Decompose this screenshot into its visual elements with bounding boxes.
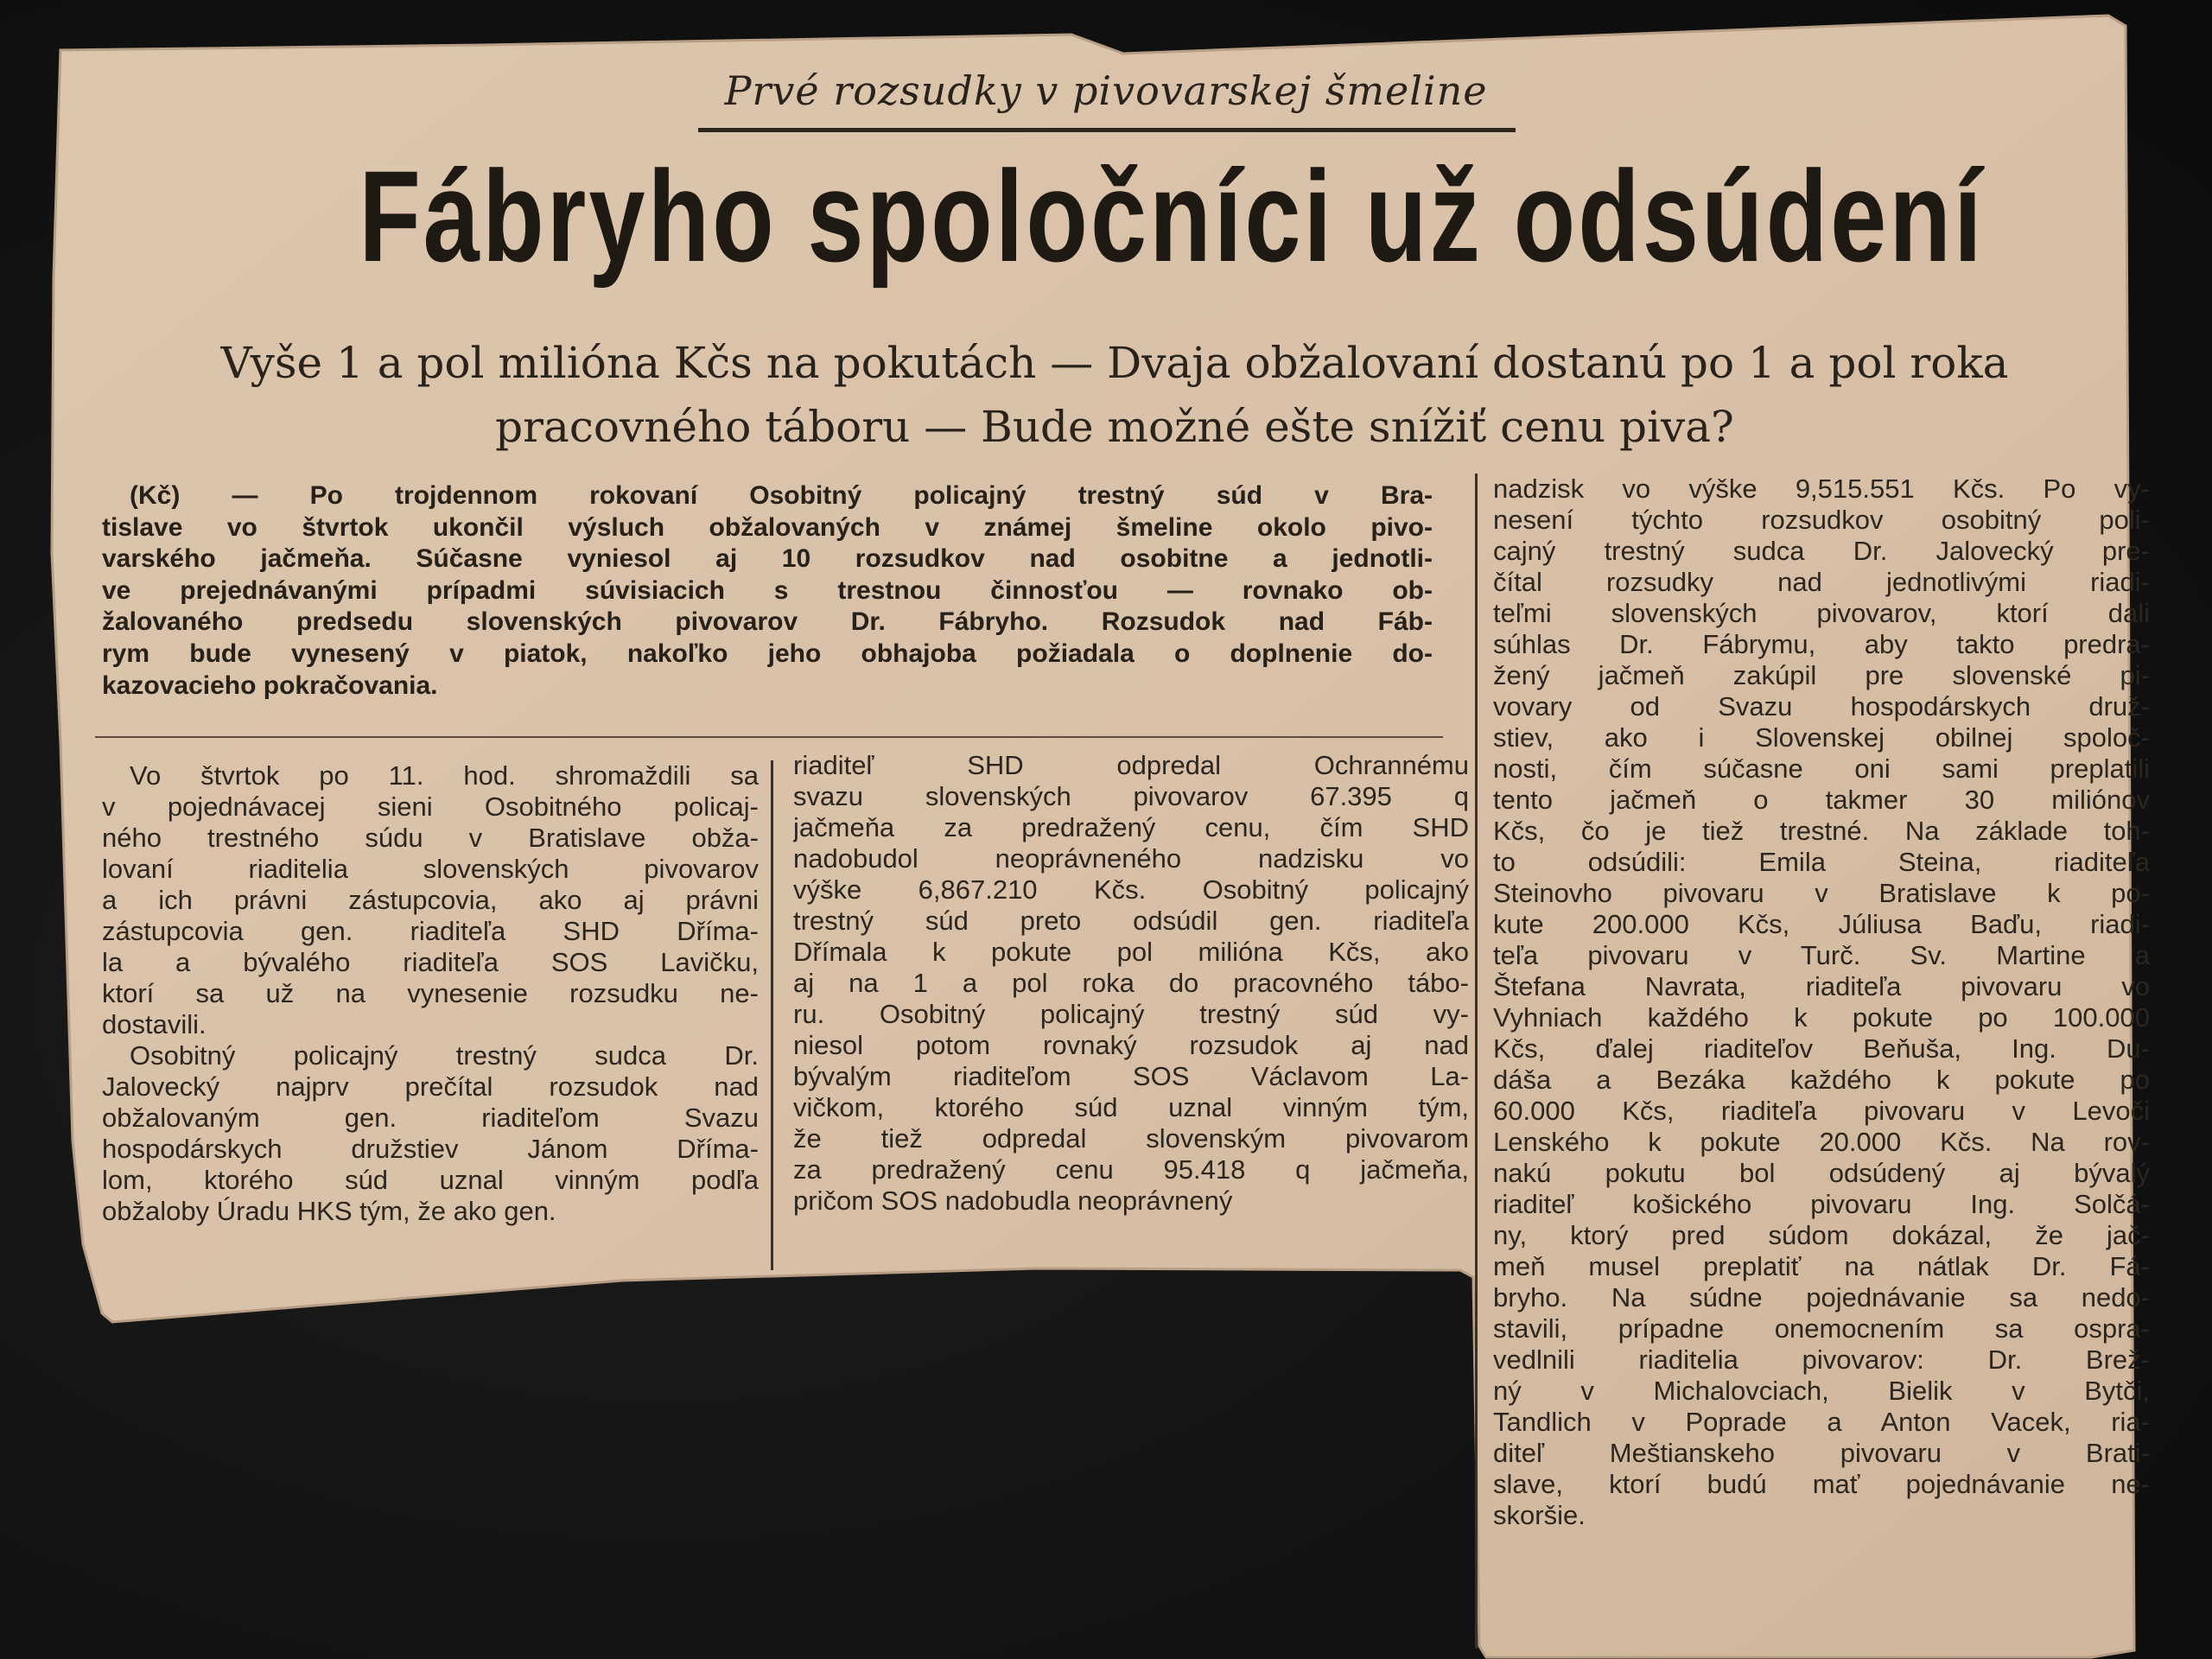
text-line: varského jačmeňa. Súčasne vyniesol aj 10 rozsudkov nad osobitne a jednotli- bbox=[102, 544, 1433, 574]
text-line: teľa pivovaru v Turč. Sv. Martine a bbox=[1493, 940, 2150, 970]
text-line: rym bude vynesený v piatok, nakoľko jeho obhajoba požiadala o doplnenie do- bbox=[102, 639, 1433, 668]
column-left bbox=[102, 760, 759, 1227]
subhead-line-1: Vyše 1 a pol milióna Kčs na pokutách — Dvaja obžalovaní dostanú po 1 a pol roka bbox=[220, 338, 2009, 388]
text-line: meň musel preplatiť na nátlak Dr. Fá- bbox=[1493, 1251, 2150, 1281]
text-line: nosti, čím súčasne oni sami preplatili bbox=[1493, 753, 2150, 784]
text-line: Dřímala k pokute pol milióna Kčs, ako bbox=[793, 937, 1469, 967]
kicker-line: Prvé rozsudky v pivovarskej šmeline bbox=[724, 67, 1488, 114]
text-line: dáša a Bezáka každého k pokute po bbox=[1493, 1065, 2150, 1095]
text-line: žený jačmeň zakúpil pre slovenské pi- bbox=[1493, 660, 2150, 690]
lead-paragraph bbox=[102, 480, 1433, 702]
text-line: Steinovho pivovaru v Bratislave k po- bbox=[1493, 878, 2150, 908]
text-line: tislave vo štvrtok ukončil výsluch obžalovaných v známej šmeline okolo pivo- bbox=[102, 512, 1433, 542]
text-line: ny, ktorý pred súdom dokázal, že jač- bbox=[1493, 1220, 2150, 1250]
text-line: vičkom, ktorého súd uznal vinným tým, bbox=[793, 1092, 1469, 1122]
text-line: teľmi slovenských pivovarov, ktorí dali bbox=[1493, 598, 2150, 628]
kicker-underline bbox=[698, 128, 1516, 132]
subheadline bbox=[121, 331, 2108, 459]
lead-divider bbox=[95, 736, 1443, 738]
text-line: zástupcovia gen. riaditeľa SHD Dříma- bbox=[102, 916, 759, 946]
text-line: riaditeľ košického pivovaru Ing. Solčá- bbox=[1493, 1189, 2150, 1219]
text-line: hospodárskych družstiev Jánom Dříma- bbox=[102, 1134, 759, 1164]
text-line: a ich právni zástupcovia, ako aj právni bbox=[102, 885, 759, 915]
text-line: kute 200.000 Kčs, Júliusa Baďu, riadi- bbox=[1493, 909, 2150, 939]
text-line: žalovaného predsedu slovenských pivovarov Dr. Fábryho. Rozsudok nad Fáb- bbox=[102, 607, 1433, 637]
text-line: tento jačmeň o takmer 30 miliónov bbox=[1493, 785, 2150, 815]
text-line: slave, ktorí budú mať pojednávanie ne- bbox=[1493, 1469, 2150, 1499]
text-line: riaditeľ SHD odpredal Ochrannému bbox=[793, 750, 1469, 780]
text-line: Lenského k pokute 20.000 Kčs. Na rov- bbox=[1493, 1127, 2150, 1157]
text-line: stiev, ako i Slovenskej obilnej spoloč- bbox=[1493, 722, 2150, 753]
text-line: v pojednávacej sieni Osobitného policaj- bbox=[102, 791, 759, 822]
text-line: Vyhniach každého k pokute po 100.000 bbox=[1493, 1002, 2150, 1033]
text-line: nakú pokutu bol odsúdený aj bývalý bbox=[1493, 1158, 2150, 1188]
column-rule-2 bbox=[1475, 474, 1478, 1649]
text-line: ného trestného súdu v Bratislave obža- bbox=[102, 823, 759, 853]
text-line: nadobudol neoprávneného nadzisku vo bbox=[793, 843, 1469, 874]
text-line: niesol potom rovnaký rozsudok aj nad bbox=[793, 1030, 1469, 1060]
text-line: la a bývalého riaditeľa SOS Lavičku, bbox=[102, 947, 759, 977]
text-line: nadzisk vo výške 9,515.551 Kčs. Po vy- bbox=[1493, 474, 2150, 504]
text-line: za predražený cenu 95.418 q jačmeňa, bbox=[793, 1154, 1469, 1185]
text-line: jačmeňa za predražený cenu, čím SHD bbox=[793, 812, 1469, 842]
text-line: nesení týchto rozsudkov osobitný poli- bbox=[1493, 505, 2150, 535]
column-right bbox=[1493, 474, 2150, 1531]
text-line: cajný trestný sudca Dr. Jalovecký pre- bbox=[1493, 536, 2150, 566]
text-line: bryho. Na súdne pojednávanie sa nedo- bbox=[1493, 1282, 2150, 1313]
text-line: Štefana Navrata, riaditeľa pivovaru vo bbox=[1493, 971, 2150, 1001]
text-line: že tiež odpredal slovenským pivovarom bbox=[793, 1123, 1469, 1154]
subhead-line-2: pracovného táboru — Bude možné ešte snížiť cenu piva? bbox=[495, 402, 1734, 452]
text-line: ný v Michalovciach, Bielik v Bytči, bbox=[1493, 1376, 2150, 1406]
text-line: Kčs, čo je tiež trestné. Na základe toh- bbox=[1493, 816, 2150, 846]
text-line: čítal rozsudky nad jednotlivými riadi- bbox=[1493, 567, 2150, 597]
text-line: Kčs, ďalej riaditeľov Beňuša, Ing. Du- bbox=[1493, 1033, 2150, 1064]
column-middle bbox=[793, 750, 1469, 1217]
text-line: ve prejednávanými prípadmi súvisiacich s trestnou činnosťou — rovnako ob- bbox=[102, 575, 1433, 605]
text-line: kazovacieho pokračovania. bbox=[102, 671, 438, 700]
text-line: vovary od Svazu hospodárskych druž- bbox=[1493, 691, 2150, 721]
text-line: ktorí sa už na vynesenie rozsudku ne- bbox=[102, 978, 759, 1008]
text-line: pričom SOS nadobudla neoprávnený bbox=[793, 1185, 1233, 1216]
text-line: diteľ Meštianskeho pivovaru v Brati- bbox=[1493, 1438, 2150, 1468]
text-line: Tandlich v Poprade a Anton Vacek, ria- bbox=[1493, 1407, 2150, 1437]
text-line: súhlas Dr. Fábrymu, aby takto predra- bbox=[1493, 629, 2150, 659]
text-line: stavili, prípadne onemocnením sa ospra- bbox=[1493, 1313, 2150, 1344]
text-line: trestný súd preto odsúdil gen. riaditeľa bbox=[793, 906, 1469, 936]
text-line: dostavili. bbox=[102, 1009, 207, 1039]
text-line: Osobitný policajný trestný sudca Dr. bbox=[130, 1040, 759, 1071]
column-rule-1 bbox=[771, 760, 773, 1270]
text-line: 60.000 Kčs, riaditeľa pivovaru v Levoči bbox=[1493, 1096, 2150, 1126]
text-line: Jalovecký najprv prečítal rozsudok nad bbox=[102, 1071, 759, 1102]
text-line: obžalovaným gen. riaditeľom Svazu bbox=[102, 1103, 759, 1133]
text-line: skoršie. bbox=[1493, 1500, 1586, 1530]
text-line: vedlnili riaditelia pivovarov: Dr. Brež- bbox=[1493, 1344, 2150, 1375]
text-line: obžaloby Úradu HKS tým, že ako gen. bbox=[102, 1196, 556, 1226]
text-line: aj na 1 a pol roka do pracovného tábo- bbox=[793, 968, 1469, 998]
text-line: výške 6,867.210 Kčs. Osobitný policajný bbox=[793, 874, 1469, 905]
text-line: lovaní riaditelia slovenských pivovarov bbox=[102, 854, 759, 884]
text-line: ru. Osobitný policajný trestný súd vy- bbox=[793, 999, 1469, 1029]
text-line: svazu slovenských pivovarov 67.395 q bbox=[793, 781, 1469, 811]
text-line: lom, ktorého súd uznal vinným podľa bbox=[102, 1165, 759, 1195]
text-line: to odsúdili: Emila Steina, riaditeľa bbox=[1493, 847, 2150, 877]
headline: Fábryho spoločníci už odsúdení bbox=[359, 143, 1985, 289]
text-line: bývalým riaditeľom SOS Václavom La- bbox=[793, 1061, 1469, 1091]
text-line: (Kč) — Po trojdennom rokovaní Osobitný policajný trestný súd v Bra- bbox=[130, 481, 1433, 510]
text-line: Vo štvrtok po 11. hod. shromaždili sa bbox=[130, 760, 759, 791]
